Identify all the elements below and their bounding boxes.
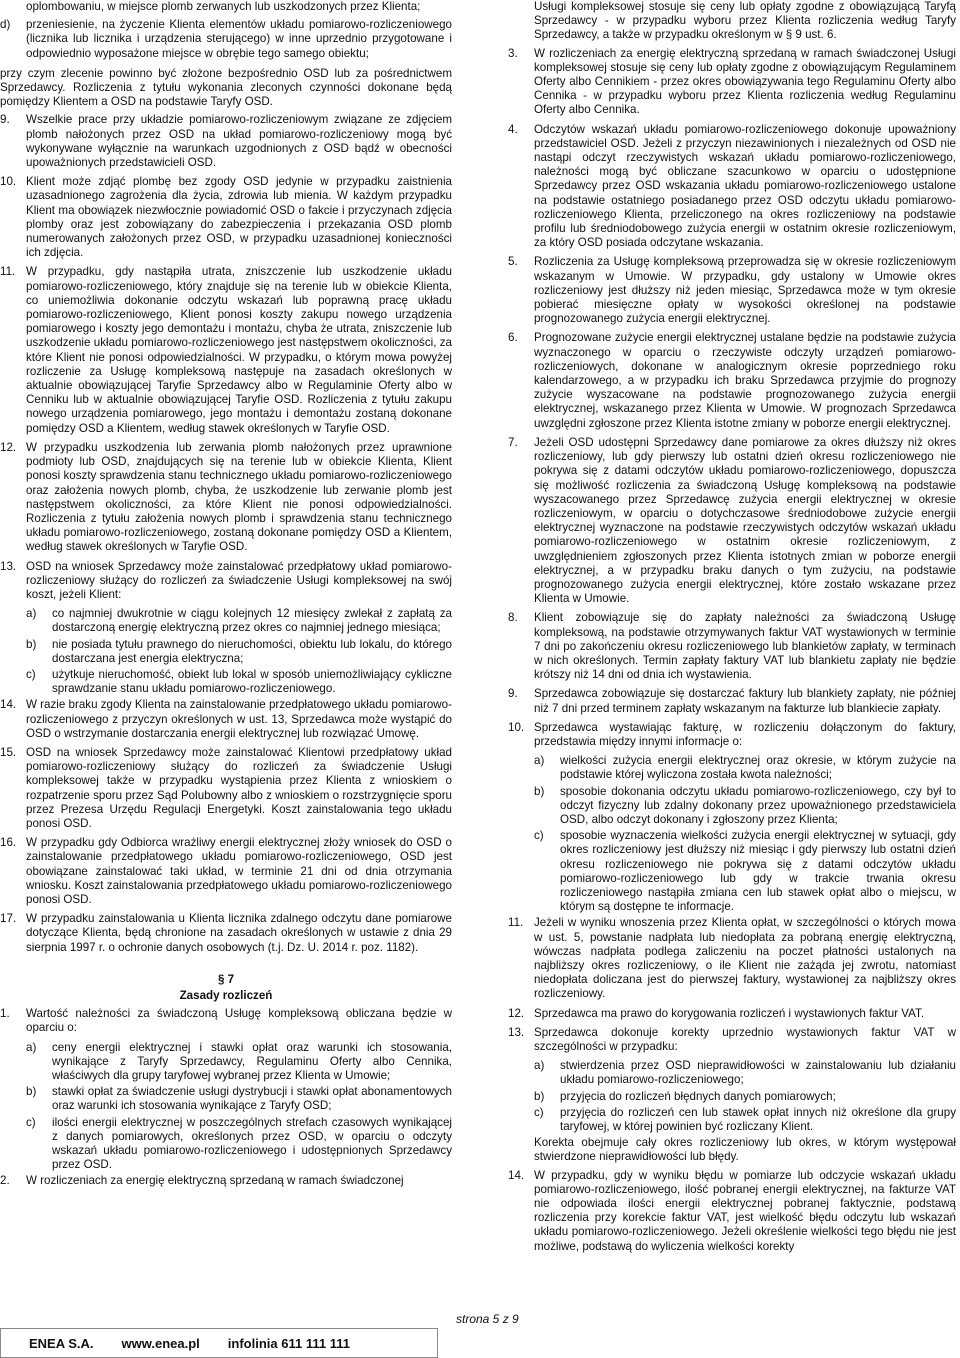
list-number: 9. [0, 113, 10, 127]
list-item [508, 611, 956, 682]
list-number: 13. [0, 559, 17, 573]
footer-contact-box [0, 1328, 438, 1358]
list-item [0, 912, 452, 955]
paragraph: przy czym zlecenie powinno być złożone bezpośrednio OSD lub za pośrednictwem Sprzedawcy. Rozliczenia z tytułu wykonania zleconych czynności dokonane będą pomiędzy Klientem a OSD na podstawie Taryfy OSD. [0, 66, 452, 109]
list-text: Sprzedawca zobowiązuje się dostarczać faktury lub blankiety zapłaty, nie później niż 7 dni przed terminem zapłaty wskazanym na fakturze lub blankiecie zapłaty. [534, 687, 956, 715]
list-item [508, 123, 956, 251]
list-item [0, 698, 452, 741]
sub-item [26, 638, 452, 666]
list-item [0, 175, 452, 260]
list-number: 1. [0, 1007, 10, 1021]
list-text: W przypadku, gdy nastąpiła utrata, zniszczenie lub uszkodzenie układu pomiarowo-rozliczeniowego, który znajduje się na terenie lub w obiekcie Klienta, co uniemożliwia dokonanie odczytu wskazań lub poprawną pracę układu pomiarowo-rozliczeniowego, Klient ponosi koszty zakupu nowego urządzenia pomiarowego i koszty jego demontażu i montażu, chyba że utrata, zniszczenie lub uszkodzenie układu pomiarowo-rozliczeniowego jest następstwem okoliczności, za które Klient nie ponosi odpowiedzialności. W przypadku, o którym mowa powyżej rozliczenie za Usługę kompleksową następuje na zasadach określonych w aktualnie obowiązującej Taryfie Sprzedawcy albo w Regulaminie Oferty albo w Cenniku lub w aktualnie obowiązującej Taryfie OSD. Rozliczenia z tytułu zakupu nowego urządzenia pomiarowego, jego montażu i demontażu zostaną dokonane pomiędzy OSD a Klientem, według stawek określonych w Taryfie OSD. [26, 265, 452, 435]
right-column [508, 0, 956, 1259]
left-column [0, 0, 452, 1194]
website-link[interactable]: www.enea.pl [121, 1335, 200, 1351]
list-text: Klient może zdjąć plombę bez zgody OSD jedynie w przypadku zaistnienia uzasadnionego zagrożenia dla życia, zdrowia lub mienia. W każdym przypadku Klient ma obowiązek niezwłocznie powiadomić OSD o fakcie i przyczynach zdjęcia plomby oraz jest zobowiązany do zabezpieczenia i przekazania OSD plomb numerowanych założonych przez OSD, w przypadku uzasadnionej konieczności ich zdjęcia. [26, 175, 452, 260]
list-item [0, 1007, 452, 1035]
numbered-list [508, 47, 956, 750]
list-text: sposobie dokonania odczytu układu pomiarowo-rozliczeniowego, czy był to odczyt fizyczny lub zdalny dokonany przez upoważnionego przedstawiciela OSD, albo odczyt dokonany i zgłoszony przez Klienta; [560, 784, 956, 826]
list-item [0, 1174, 452, 1188]
list-text: W rozliczeniach za energię elektryczną sprzedaną w ramach świadczonej Usługi kompleksowej stosuje się ceny lub opłaty zgodne z obowiązującym Regulaminem Oferty albo Cennikiem - przez okres obowiązywania tego Regulaminu Oferty albo Cennika - w przypadku wyboru przez Klienta rozliczenia według Regulaminu Oferty albo Cennika. [534, 46, 956, 117]
list-text: OSD na wniosek Sprzedawcy może zainstalować przedpłatowy układ pomiarowo-rozliczeniowy służący do rozliczeń za świadczenie Usługi kompleksowej na swój koszt, jeżeli Klient: [26, 559, 452, 601]
list-item [508, 687, 956, 715]
list-item [508, 1026, 956, 1054]
list-item [0, 113, 452, 170]
list-item [508, 255, 956, 326]
list-item [0, 265, 452, 435]
list-number: c) [26, 667, 36, 681]
list-item-d [0, 18, 452, 61]
list-number: a) [26, 1040, 37, 1054]
paragraph: Korekta obejmuje cały okres rozliczeniowy lub okres, w którym występował stwierdzone nieprawidłowości lub błędy. [534, 1136, 956, 1164]
paragraph-continuation: Usługi kompleksowej stosuje się ceny lub opłaty zgodne z obowiązującą Taryfą Sprzedawcy - w przypadku wyboru przez Klienta rozliczenia według Taryfy Sprzedawcy, a także w przypadku określonym w § 9 ust. 6. [534, 0, 956, 42]
numbered-list [508, 1169, 956, 1254]
list-number: 10. [508, 720, 525, 734]
sub-item [26, 607, 452, 635]
list-item [0, 441, 452, 555]
list-number: 11. [508, 916, 524, 930]
list-text: przyjęcia do rozliczeń błędnych danych pomiarowych; [560, 1089, 836, 1103]
list-text: Odczytów wskazań układu pomiarowo-rozliczeniowego dokonuje upoważniony przedstawiciel OSD. Jeżeli z przyczyn niezawinionych i niezależnych od OSD nie nastąpi odczyt rzeczywistych wskazań układu pomiarowo-rozliczeniowego, należności mogą być obliczane szacunkowo w oparciu o udostępnione Sprzedawcy przez OSD wskazania układu pomiarowo-rozliczeniowego ustalone na podstawie ostatniego posiadanego przez OSD odczytu układu pomiarowo-rozliczeniowego Klienta, przeliczonego na okres rozliczeniowy na podstawie profilu lub średniodobowego zużycia energii w ostatnim okresie rozliczeniowym, za który OSD posiada odczytane wskazania. [534, 122, 956, 250]
list-text: Jeżeli OSD udostępni Sprzedawcy dane pomiarowe za okres dłuższy niż okres rozliczeniowy, lub gdy pierwszy lub ostatni dzień okresu rozliczeniowego nie pokrywa się z datami odczytów układu pomiarowo-rozliczeniowego, dopuszcza się możliwość rozliczenia za świadczoną Usługę kompleksową na podstawie wyszacowanego przez Sprzedawcę zużycia energii elektrycznej w okresie rozliczeniowym, w oparciu o dotychczasowe średniodobowe zużycie energii elektrycznej wyznaczone na podstawie rzeczywistych odczytów wskazań układu pomiarowo-rozliczeniowego w ostatnim okresie rozliczeniowym, z uwzględnieniem zgłoszonych przez Klienta istotnych zmian w poborze energii elektrycznej, a w przypadku braku danych o tym zużyciu, na podstawie prognozowanego zużycia energii elektrycznej, które zostało wskazane przez Klienta w Umowie. [534, 435, 956, 606]
list-number: a) [534, 754, 545, 768]
list-text: sposobie wyznaczenia wielkości zużycia energii elektrycznej w sytuacji, gdy okres rozliczeniowy jest dłuższy niż miesiąc i gdy pierwszy lub ostatni dzień okresu rozliczeniowego nie pokrywa się z datami odczytów układu pomiarowo-rozliczeniowego lub gdy w trakcie trwania okresu rozliczeniowego nastąpiła zmiana cen lub stawek opłat albo o miejscu, w którym są dostępne te informacje. [560, 829, 956, 914]
list-number: b) [26, 637, 37, 651]
section-title: Zasady rozliczeń [179, 989, 273, 1002]
list-number: 4. [508, 122, 518, 136]
list-number: a) [26, 607, 37, 621]
list-text: OSD na wniosek Sprzedawcy może zainstalować Klientowi przedpłatowy układ pomiarowo-rozliczeniowy służący do rozliczeń za świadczenie Usługi kompleksowej także w przypadku wystąpienia przez Klienta z wnioskiem o rozpatrzenie sporu przez Sąd Polubowny albo z wnioskiem o rozstrzygnięcie sporu przez Prezesa Urzędu Regulacji Energetyki. Koszt zainstalowania tego układu ponosi OSD. [26, 745, 452, 830]
list-item [0, 560, 452, 603]
sub-item [26, 1085, 452, 1113]
numbered-list [0, 698, 452, 954]
list-text: wielkości zużycia energii elektrycznej oraz okresie, w którym zużycie na podstawie której wyliczona została kwota należności; [560, 754, 956, 782]
page-number: strona 5 z 9 [456, 1312, 519, 1326]
sub-list [534, 1059, 956, 1134]
sub-item [534, 1106, 956, 1134]
numbered-list [508, 916, 956, 1054]
list-number: 14. [0, 698, 17, 712]
list-text: Prognozowane zużycie energii elektrycznej ustalane będzie na podstawie zużycia wyznaczonego w oparciu o rzeczywiste odczyty urządzeń pomiarowo-rozliczeniowych, dokonane w analogicznym okresie poprzedniego roku kalendarzowego, a w przypadku ich braku Sprzedawca przyjmie do prognozy zużycie wyszacowane na podstawie prognozowanego zużycia energii elektrycznej, wskazanego przez Klienta w Umowie. W prognozach Sprzedawca uwzględni zgłoszone przez Klienta istotne zmiany w poborze energii elektrycznej. [534, 331, 956, 430]
list-text: ilości energii elektrycznej w poszczególnych strefach czasowych wynikającej z danych pomiarowych, określonych przez OSD, w oparciu o odczyty wskazań układu pomiarowo-rozliczeniowego i udostępnionych Sprzedawcy przez OSD. [52, 1115, 452, 1172]
list-text: Klient zobowiązuje się do zapłaty należności za świadczoną Usługę kompleksową, na podstawie otrzymywanych faktur VAT wystawionych w terminie 7 dni po zakończeniu okresu rozliczeniowego lub blankietów zapłaty, w terminach w nich określonych. Termin zapłaty faktury VAT lub blankietu zapłaty nie będzie krótszy niż 14 dni od dnia ich wystawienia. [534, 611, 956, 682]
list-number: c) [534, 829, 544, 843]
list-text: W przypadku uszkodzenia lub zerwania plomb nałożonych przez uprawnione podmioty lub OSD, znajdujących się na terenie lub w obiekcie Klienta, Klient ponosi koszty sprawdzenia stanu technicznego układu pomiarowo-rozliczeniowego oraz założenia nowych plomb, chyba, że uszkodzenie lub zerwanie plomb jest następstwem okoliczności, za które Klient nie ponosi odpowiedzialności. Rozliczenia z tytułu założenia nowych plomb i sprawdzenia stanu technicznego układu pomiarowo-rozliczeniowego, zostaną dokonane pomiędzy OSD a Klientem, według stawek określonych w Taryfie OSD. [26, 440, 452, 554]
list-number: 7. [508, 435, 518, 449]
section-number: § 7 [217, 972, 235, 986]
list-text: użytkuje nieruchomość, obiekt lub lokal w sposób uniemożliwiający cykliczne sprawdzanie stanu układu pomiarowo-rozliczeniowego. [52, 667, 452, 696]
intro-continuation: oplombowaniu, w miejsce plomb zerwanych lub uszkodzonych przez Klienta; [26, 0, 421, 13]
list-item [508, 47, 956, 118]
list-label: d) [0, 18, 11, 32]
list-number: b) [534, 1089, 545, 1103]
list-number: a) [534, 1059, 545, 1073]
company-name: ENEA S.A. [29, 1335, 94, 1351]
list-text: W przypadku, gdy w wyniku błędu w pomiarze lub odczycie wskazań układu pomiarowo-rozliczeniowego, ilość pobranej energii elektrycznej, na fakturze VAT nie odpowiada ilości energii elektrycznej pobranej faktycznie, podstawą rozliczenia przy korekcie faktur VAT, jest wielkość błędu odczytu lub wskazań układu pomiarowo-rozliczeniowego. Jeżeli określenie wielkości tego błędu nie jest możliwe, podstawą do wyliczenia wielkości korekty [534, 1168, 956, 1253]
list-text: przyjęcia do rozliczeń cen lub stawek opłat innych niż określone dla grupy taryfowej, w której powinien być rozliczany Klient. [560, 1105, 956, 1134]
list-item [0, 836, 452, 907]
list-number: 15. [0, 745, 17, 759]
list-item [0, 746, 452, 831]
list-number: 12. [508, 1006, 525, 1020]
list-text: W razie braku zgody Klienta na zainstalowanie przedpłatowego układu pomiarowo-rozliczeniowego z przyczyn określonych w ust. 13, Sprzedawca może wystąpić do OSD o wstrzymanie dostarczania energii elektrycznej lub rozwiązać Umowę. [26, 698, 452, 740]
sub-item [534, 1090, 956, 1104]
sub-item [534, 1059, 956, 1087]
list-number: 12. [0, 440, 17, 454]
list-text: Wartość należności za świadczoną Usługę kompleksową obliczana będzie w oparciu o: [26, 1007, 452, 1035]
list-number: 9. [508, 687, 518, 701]
list-number: 16. [0, 836, 17, 850]
list-number: c) [534, 1105, 544, 1119]
list-number: 6. [508, 331, 518, 345]
list-number: 13. [508, 1025, 525, 1039]
list-text: W rozliczeniach za energię elektryczną sprzedaną w ramach świadczonej [26, 1174, 404, 1188]
sub-list [534, 754, 956, 914]
sub-list [26, 1041, 452, 1173]
list-text: Rozliczenia za Usługę kompleksową przeprowadza się w okresie rozliczeniowym wskazanym w Umowie. W przypadku, gdy ustalony w Umowie okres rozliczeniowy jest dłuższy niż jeden miesiąc, Sprzedawca może w tym okresie pobierać miesięczne opłaty w wysokości określonej na podstawie prognozowanego zużycia energii elektrycznej. [534, 255, 956, 326]
page-footer [0, 1312, 960, 1357]
sub-item [26, 1116, 452, 1173]
list-item [508, 436, 956, 606]
list-number: 5. [508, 255, 518, 269]
list-item [508, 916, 956, 1001]
list-text: W przypadku gdy Odbiorca wrażliwy energii elektrycznej złoży wniosek do OSD o zainstalowanie przedpłatowego układu pomiarowo-rozliczeniowego, OSD jest obowiązane zainstalować taki układ, w terminie 21 dni od dnia otrzymania wniosku. Koszt zainstalowania przedpłatowego układu pomiarowo-rozliczeniowego ponosi OSD. [26, 836, 452, 906]
list-text: stwierdzenia przez OSD nieprawidłowości w zainstalowaniu lub działaniu układu pomiarowo-rozliczeniowego; [560, 1059, 956, 1087]
list-item [508, 331, 956, 430]
list-number: 10. [0, 175, 17, 189]
infoline: infolinia 611 111 111 [227, 1335, 350, 1351]
list-text: ceny energii elektrycznej i stawki opłat oraz warunki ich stosowania, wynikające z Taryfy Sprzedawcy, Regulaminu Oferty albo Cennika, właściwych dla grupy taryfowej wybranej przez Klienta w Umowie; [52, 1040, 452, 1083]
list-number: 3. [508, 46, 518, 60]
list-item [508, 721, 956, 749]
list-number: 2. [0, 1174, 10, 1188]
list-text: przeniesienie, na życzenie Klienta elementów układu pomiarowo-rozliczeniowego (licznika lub licznika i urządzenia sterującego) w inne uprzednio przygotowane i odpowiednio wyposażone miejsce w obrębie tego samego obiektu; [26, 18, 452, 60]
list-text: Wszelkie prace przy układzie pomiarowo-rozliczeniowym związane ze zdjęciem plomb nałożonych przez OSD na układ pomiarowo-rozliczeniowy mogą być wykonywane wyłącznie na warunkach uzgodnionych z OSD bądź w obecności upoważnionych przedstawicieli OSD. [26, 113, 452, 170]
sub-item [534, 785, 956, 828]
list-text: co najmniej dwukrotnie w ciągu kolejnych 12 miesięcy zwlekał z zapłatą za dostarczoną energię elektryczną przez okres co najmniej jednego miesiąca; [52, 607, 452, 635]
list-number: 14. [508, 1168, 525, 1182]
numbered-list [0, 113, 452, 602]
list-number: 11. [0, 265, 16, 279]
list-item [508, 1169, 956, 1254]
list-number: b) [534, 784, 545, 798]
list-text: Sprzedawca dokonuje korekty uprzednio wystawionych faktur VAT w szczególności w przypadku: [534, 1025, 956, 1054]
list-number: b) [26, 1085, 37, 1099]
sub-item [534, 754, 956, 782]
list-number: 17. [0, 912, 17, 926]
list-text: W przypadku zainstalowania u Klienta licznika zdalnego odczytu dane pomiarowe dotyczące Klienta, będą chronione na zasadach określonych w ustawie z dnia 29 sierpnia 1997 r. o ochronie danych osobowych (t.j. Dz. U. 2014 r. poz. 1182). [26, 912, 452, 954]
list-number: 8. [508, 611, 518, 625]
sub-item [26, 1041, 452, 1084]
list-number: c) [26, 1115, 36, 1129]
list-text: Sprzedawca ma prawo do korygowania rozliczeń i wystawionych faktur VAT. [534, 1006, 925, 1020]
sub-item [534, 829, 956, 914]
list-text: Sprzedawca wystawiając fakturę, w rozliczeniu dołączonym do faktury, przedstawia między innymi informacje o: [534, 720, 956, 748]
list-text: nie posiada tytułu prawnego do nieruchomości, obiektu lub lokalu, do którego dostarczana jest energia elektryczna; [52, 637, 452, 665]
sub-list [26, 607, 452, 696]
list-text: Jeżeli w wyniku wnoszenia przez Klienta opłat, w szczególności o których mowa w ust. 5, powstanie nadpłata lub niedopłata za pobraną energię elektryczną, wówczas nadpłata podlega zaliczeniu na poczet płatności ustalonych na najbliższy okres rozliczeniowy, o ile Klient nie zażąda jej zwrotu, natomiast niedopłata doliczana jest do pierwszej faktury, wystawionej za najbliższy okres rozliczeniowy. [534, 916, 956, 1001]
list-text: stawki opłat za świadczenie usługi dystrybucji i stawki opłat abonamentowych oraz warunki ich stosowania wynikające z Taryfy OSD; [52, 1085, 452, 1113]
list-item [508, 1007, 956, 1021]
sub-item [26, 668, 452, 696]
